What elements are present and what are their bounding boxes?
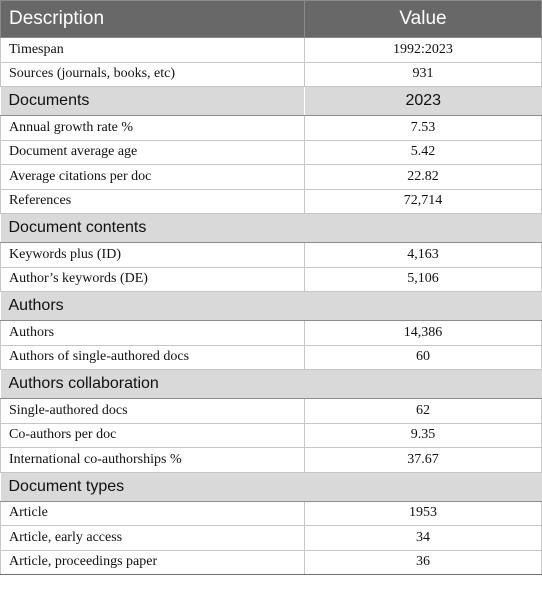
row-label: Sources (journals, books, etc) — [1, 62, 305, 87]
row-label: Single-authored docs — [1, 399, 305, 424]
table-row — [1, 501, 542, 526]
section-value: 2023 — [305, 87, 542, 116]
row-value: 72,714 — [305, 189, 542, 214]
section-header-row — [1, 472, 542, 501]
row-value: 931 — [305, 62, 542, 87]
header-row — [1, 1, 542, 38]
table-row — [1, 165, 542, 190]
table-row — [1, 116, 542, 141]
table-body — [1, 38, 542, 575]
row-label: Average citations per doc — [1, 165, 305, 190]
column-header-description: Description — [1, 1, 305, 38]
table-row — [1, 62, 542, 87]
row-label: International co-authorships % — [1, 448, 305, 473]
row-label: Authors — [1, 321, 305, 346]
row-value: 14,386 — [305, 321, 542, 346]
row-value: 60 — [305, 345, 542, 370]
column-header-value: Value — [305, 1, 542, 38]
table-row — [1, 550, 542, 575]
row-value: 7.53 — [305, 116, 542, 141]
row-value: 4,163 — [305, 243, 542, 268]
row-label: Article, early access — [1, 526, 305, 551]
table-row — [1, 321, 542, 346]
section-header-row — [1, 214, 542, 243]
section-header-row — [1, 370, 542, 399]
row-label: References — [1, 189, 305, 214]
table-row — [1, 448, 542, 473]
row-value: 62 — [305, 399, 542, 424]
row-value: 37.67 — [305, 448, 542, 473]
row-value: 9.35 — [305, 423, 542, 448]
table-row — [1, 345, 542, 370]
table-row — [1, 423, 542, 448]
section-header-row — [1, 292, 542, 321]
table-row — [1, 189, 542, 214]
table-row — [1, 526, 542, 551]
row-label: Article, proceedings paper — [1, 550, 305, 575]
row-label: Timespan — [1, 38, 305, 63]
row-label: Authors of single-authored docs — [1, 345, 305, 370]
row-value: 1953 — [305, 501, 542, 526]
row-value: 5,106 — [305, 267, 542, 292]
section-title: Authors — [1, 292, 542, 321]
row-label: Document average age — [1, 140, 305, 165]
row-label: Keywords plus (ID) — [1, 243, 305, 268]
table-row — [1, 38, 542, 63]
section-title: Authors collaboration — [1, 370, 542, 399]
row-value: 22.82 — [305, 165, 542, 190]
row-label: Article — [1, 501, 305, 526]
section-title: Documents — [1, 87, 305, 116]
row-value: 34 — [305, 526, 542, 551]
section-header-row — [1, 87, 542, 116]
row-value: 5.42 — [305, 140, 542, 165]
row-value: 36 — [305, 550, 542, 575]
table-row — [1, 399, 542, 424]
row-label: Co-authors per doc — [1, 423, 305, 448]
table-row — [1, 267, 542, 292]
row-value: 1992:2023 — [305, 38, 542, 63]
table-row — [1, 243, 542, 268]
table-row — [1, 140, 542, 165]
section-title: Document contents — [1, 214, 542, 243]
row-label: Annual growth rate % — [1, 116, 305, 141]
row-label: Author’s keywords (DE) — [1, 267, 305, 292]
section-title: Document types — [1, 472, 542, 501]
